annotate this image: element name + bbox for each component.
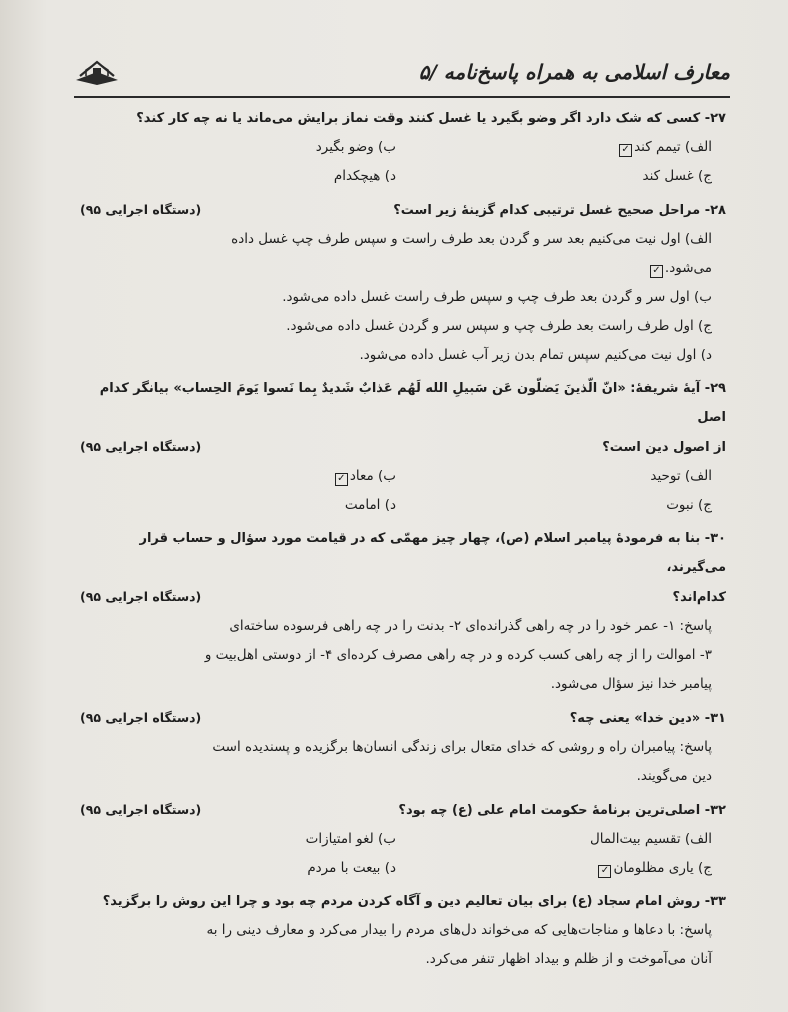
question-30-source: (دستگاه اجرایی ۹۵) <box>80 589 202 604</box>
question-27 <box>80 104 726 191</box>
question-32-text: ۳۲- اصلی‌ترین برنامهٔ حکومت امام علی (ع) چه بود؟ <box>398 803 726 818</box>
checkmark-icon: ✓ <box>598 865 611 878</box>
question-30-answer-2: ۳- اموالت را از چه راهی کسب کرده و در چه راهی مصرف کرده‌ای ۴- از دوستی اهل‌بیت و <box>204 647 712 663</box>
question-32 <box>80 795 726 883</box>
question-31-source: (دستگاه اجرایی ۹۵) <box>80 710 202 725</box>
question-31-header <box>80 703 726 733</box>
question-33-answer-2: آنان می‌آموخت و از ظلم و بیداد اظهار تنفر می‌کرد. <box>425 951 712 967</box>
book-logo-icon <box>74 58 120 86</box>
page-title: معارف اسلامی به همراه پاسخ‌نامه /۵ <box>418 60 730 84</box>
page-header <box>74 52 730 92</box>
question-29-text-1: ۲۹- آیهٔ شریفهٔ: «انّ الّذینَ یَضلّون عَن سَبیلِ الله لَهُم عَذابٌ شَدیدٌ بِما نَسوا یَومَ الحِساب» بیانگر کدام اصل <box>99 381 726 425</box>
question-31-answer-2: دین می‌گویند. <box>636 768 712 784</box>
question-28-source: (دستگاه اجرایی ۹۵) <box>80 202 202 217</box>
question-30-answer-3: پیامبر خدا نیز سؤال می‌شود. <box>550 676 712 692</box>
question-32-option-d: د) بیعت با مردم <box>307 860 396 876</box>
question-30 <box>80 524 726 699</box>
question-30-text-2: کدام‌اند؟ <box>672 590 726 605</box>
question-32-header <box>80 795 726 825</box>
questions-content <box>80 104 726 978</box>
question-29-source: (دستگاه اجرایی ۹۵) <box>80 439 202 454</box>
question-31-answer-1: پاسخ: پیامبران راه و روشی که خدای متعال برای زندگی انسان‌ها برگزیده و پسندیده است <box>212 739 712 755</box>
question-32-option-b: ب) لغو امتیازات <box>305 831 396 847</box>
question-29-option-d: د) امامت <box>344 497 396 513</box>
question-32-options <box>80 825 726 883</box>
header-divider <box>74 96 730 98</box>
question-32-option-c: ج) یاری مظلومان✓ <box>396 854 712 883</box>
question-29-option-b: ب) معاد✓ <box>80 462 396 491</box>
checkmark-icon: ✓ <box>619 144 632 157</box>
question-28 <box>80 195 726 370</box>
question-29-text-2: از اصول دین است؟ <box>602 440 726 455</box>
question-27-options <box>80 133 726 191</box>
question-28-text: ۲۸- مراحل صحیح غسل ترتیبی کدام گزینهٔ زیر است؟ <box>393 203 726 218</box>
question-27-option-b: ب) وضو بگیرد <box>315 139 396 155</box>
question-33-answer-1: پاسخ: با دعاها و مناجات‌هایی که می‌خواند دل‌های مردم را بیدار می‌کرد و معارف دینی را به <box>206 922 712 938</box>
question-30-answer-1: پاسخ: ۱- عمر خود را در چه راهی گذرانده‌ای ۲- بدنت را در چه راهی فرسوده ساخته‌ای <box>229 618 712 634</box>
question-29-options <box>80 462 726 520</box>
question-30-text-1: ۳۰- بنا به فرمودهٔ پیامبر اسلام (ص)، چهار چیز مهمّی که در قیامت مورد سؤال و حساب قرار می‌گیرند، <box>139 531 726 575</box>
checkmark-icon: ✓ <box>335 473 348 486</box>
question-33 <box>80 887 726 974</box>
checkmark-icon: ✓ <box>650 265 663 278</box>
question-33-text: ۳۳- روش امام سجاد (ع) برای بیان تعالیم دین و آگاه کردن مردم چه بود و چرا این روش را برگزید؟ <box>102 894 726 909</box>
question-27-text: ۲۷- کسی که شک دارد اگر وضو بگیرد یا غسل کنند وقت نماز برایش می‌ماند یا نه چه کار کند؟ <box>136 111 726 126</box>
question-28-line-5: د) اول نیت می‌کنیم سپس تمام بدن زیر آب غسل داده می‌شود. <box>359 347 712 363</box>
question-32-source: (دستگاه اجرایی ۹۵) <box>80 802 202 817</box>
question-29-option-a: الف) توحید <box>650 468 712 484</box>
question-27-option-a: الف) تیمم کند✓ <box>396 133 712 162</box>
question-28-header <box>80 195 726 225</box>
question-29 <box>80 374 726 520</box>
question-30-header <box>80 582 726 612</box>
question-28-line-2: می‌شود.✓ <box>80 254 726 283</box>
question-28-line-4: ج) اول طرف راست بعد طرف چپ و سپس سر و گردن غسل داده می‌شود. <box>286 318 712 334</box>
question-29-option-c: ج) نبوت <box>666 497 712 513</box>
question-28-line-3: ب) اول سر و گردن بعد طرف چپ و سپس طرف راست غسل داده می‌شود. <box>282 289 712 305</box>
question-32-option-a: الف) تقسیم بیت‌المال <box>589 831 712 847</box>
question-31-text: ۳۱- «دین خدا» یعنی چه؟ <box>569 711 726 726</box>
question-31 <box>80 703 726 791</box>
question-29-header <box>80 432 726 462</box>
question-28-line-1: الف) اول نیت می‌کنیم بعد سر و گردن بعد طرف راست و سپس طرف چپ غسل داده <box>231 231 712 247</box>
question-27-option-d: د) هیچکدام <box>333 168 396 184</box>
question-27-option-c: ج) غسل کند <box>642 168 712 184</box>
